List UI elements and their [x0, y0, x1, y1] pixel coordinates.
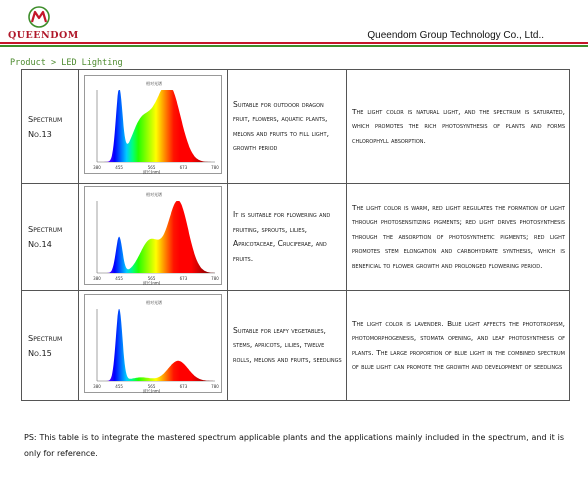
company-name: Queendom Group Technology Co., Ltd.. — [367, 30, 544, 41]
x-axis-label: 波长(nm) — [142, 169, 161, 175]
x-axis-label: 波长(nm) — [142, 280, 161, 285]
spectrum-application: Suitable for outdoor dragon fruit, flowers, aquatic plants, melons and fruits to fill light, growth period — [228, 70, 347, 184]
spectrum-chart — [84, 75, 222, 174]
chart-title: 相对光谱 — [146, 81, 162, 86]
spectrum-area — [97, 90, 215, 162]
x-axis-label: 波长(nm) — [142, 388, 161, 394]
x-tick-label: 673 — [179, 275, 188, 281]
x-tick-label: 565 — [147, 165, 156, 170]
spectrum-application: Suitable for leafy vegetables, stems, apricots, lilies, twelve rolls, melons and fruits, seedlings — [228, 291, 347, 401]
x-tick-label: 455 — [115, 384, 123, 389]
x-tick-label: 565 — [147, 275, 156, 281]
logo-text: QUEENDOM — [8, 30, 79, 41]
spectrum-description: The light color is warm, red light regulates the formation of light through photosensitizing pigments; red light drives photosynthesis through the absorption of photosynthetic pigments; red light promotes stem elongation and carbohydrate synthesis, which is beneficial to flower growth and prolonged flowering period. — [347, 184, 570, 291]
spectrum-description: The light color is natural light, and the spectrum is saturated, which promotes the rich photosynthesis of plants and forms chlorophyll absorption. — [347, 70, 570, 184]
header-divider-green — [0, 45, 588, 47]
chart-title: 相对光谱 — [146, 300, 162, 305]
x-tick-label: 780 — [211, 275, 219, 281]
spectrum-chart-svg — [85, 187, 223, 286]
x-tick-label: 780 — [211, 165, 219, 170]
x-tick-label: 380 — [93, 165, 101, 170]
x-tick-label: 565 — [147, 384, 156, 389]
x-tick-label: 455 — [115, 165, 123, 170]
spectrum-chart-svg — [85, 76, 223, 175]
spectrum-description: The light color is lavender. Blue light affects the phototropism, photomorphogenesis, stomata opening, and leaf photosynthesis of plants. The large proportion of blue light in the combined spectrum of blue light can promote the growth and development of seedlings — [347, 291, 570, 401]
breadcrumb — [10, 58, 123, 68]
spectrum-application: It is suitable for flowering and fruiting, sprouts, lilies, Apricotaceae, Cruciferae, and fruits. — [228, 184, 347, 291]
spectrum-chart-cell — [79, 70, 228, 184]
table-row — [22, 70, 570, 184]
spectrum-chart — [84, 294, 222, 393]
x-tick-label: 380 — [93, 384, 101, 389]
queendom-logo-icon — [28, 6, 50, 28]
spectrum-chart-cell — [79, 291, 228, 401]
x-tick-label: 780 — [211, 384, 219, 389]
header-divider-red — [0, 42, 588, 44]
x-tick-label: 380 — [93, 275, 101, 281]
spectrum-name: Spectrum No.13 — [22, 70, 79, 184]
company-logo[interactable] — [8, 6, 79, 42]
spectrum-name: Spectrum No.14 — [22, 184, 79, 291]
table-row — [22, 184, 570, 291]
spectrum-chart — [84, 186, 222, 285]
spectrum-area — [97, 309, 215, 381]
spectrum-name: Spectrum No.15 — [22, 291, 79, 401]
spectrum-area — [97, 201, 215, 273]
x-tick-label: 673 — [179, 384, 188, 389]
spectrum-table — [21, 69, 570, 401]
breadcrumb-product-link[interactable]: Product — [10, 58, 46, 68]
page-header — [0, 0, 588, 48]
table-row — [22, 291, 570, 401]
x-tick-label: 673 — [179, 165, 188, 170]
breadcrumb-led-lighting-link[interactable]: LED Lighting — [61, 58, 123, 68]
reference-note: PS: This table is to integrate the mastered spectrum applicable plants and the applications mainly included in the spectrum, and it is only for reference. — [24, 433, 564, 458]
spectrum-chart-cell — [79, 184, 228, 291]
x-tick-label: 455 — [115, 275, 123, 281]
breadcrumb-separator: > — [50, 58, 57, 68]
spectrum-chart-svg — [85, 295, 223, 394]
chart-title: 相对光谱 — [146, 191, 162, 197]
